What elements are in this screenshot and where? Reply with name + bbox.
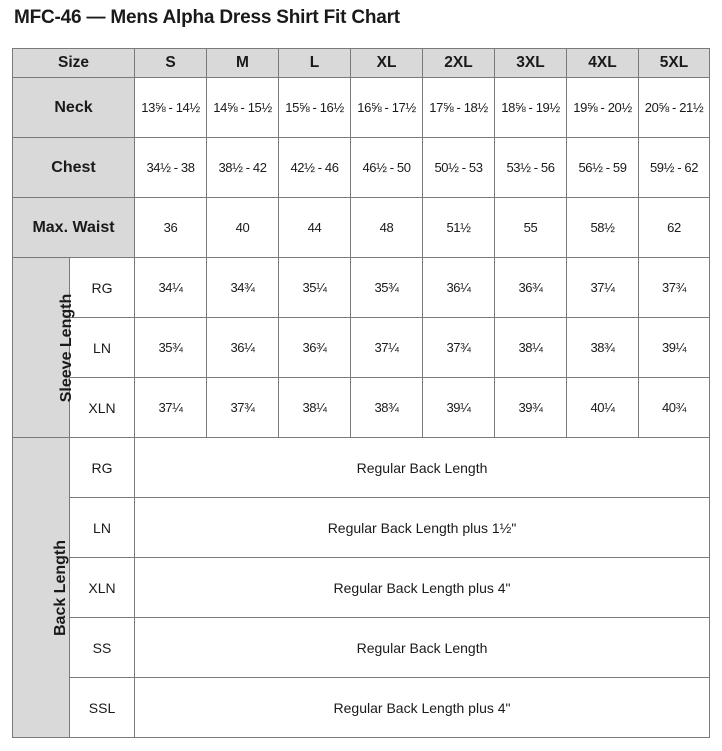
chest-cell: 59½ - 62: [639, 138, 710, 198]
sleeve-cell: 37¾: [207, 378, 279, 438]
back-length-label: [13, 438, 70, 738]
waist-cell: 58½: [567, 198, 639, 258]
back-sub-label: LN: [70, 498, 135, 558]
chest-cell: 42½ - 46: [279, 138, 351, 198]
back-sub-label: XLN: [70, 558, 135, 618]
sleeve-cell: 38¾: [567, 318, 639, 378]
chest-cell: 50½ - 53: [423, 138, 495, 198]
back-length-value: Regular Back Length plus 1½": [135, 498, 710, 558]
sleeve-cell: 37¾: [423, 318, 495, 378]
sleeve-cell: 35¼: [279, 258, 351, 318]
waist-row: [13, 198, 710, 258]
sleeve-cell: 40¾: [639, 378, 710, 438]
size-header-cell: M: [207, 49, 279, 78]
neck-row: [13, 78, 710, 138]
chest-row: [13, 138, 710, 198]
sleeve-cell: 38¾: [351, 378, 423, 438]
header-row: [13, 49, 710, 78]
neck-label: Neck: [13, 78, 135, 138]
chest-cell: 34½ - 38: [135, 138, 207, 198]
sleeve-cell: 35¾: [135, 318, 207, 378]
size-header-cell: L: [279, 49, 351, 78]
waist-cell: 51½: [423, 198, 495, 258]
size-header-cell: 5XL: [639, 49, 710, 78]
back-row-rg: [13, 438, 710, 498]
neck-cell: 17⅝ - 18½: [423, 78, 495, 138]
sleeve-cell: 39¼: [423, 378, 495, 438]
back-length-value: Regular Back Length plus 4": [135, 558, 710, 618]
chest-cell: 46½ - 50: [351, 138, 423, 198]
sleeve-cell: 39¾: [495, 378, 567, 438]
back-sub-label: RG: [70, 438, 135, 498]
back-row-ss: [13, 618, 710, 678]
fit-chart-table: [12, 48, 710, 738]
sleeve-cell: 37¾: [639, 258, 710, 318]
neck-cell: 14⅝ - 15½: [207, 78, 279, 138]
sleeve-cell: 36¾: [279, 318, 351, 378]
size-header-cell: 2XL: [423, 49, 495, 78]
sleeve-cell: 38¼: [495, 318, 567, 378]
sleeve-cell: 35¾: [351, 258, 423, 318]
back-length-text: Back Length: [52, 539, 70, 636]
sleeve-cell: 38¼: [279, 378, 351, 438]
sleeve-cell: 36¾: [495, 258, 567, 318]
sleeve-row-ln: [13, 318, 710, 378]
size-header-cell: 4XL: [567, 49, 639, 78]
waist-cell: 40: [207, 198, 279, 258]
sleeve-sub-label: LN: [70, 318, 135, 378]
back-length-value: Regular Back Length: [135, 618, 710, 678]
back-row-ssl: [13, 678, 710, 738]
back-length-value: Regular Back Length plus 4": [135, 678, 710, 738]
sleeve-cell: 39¼: [639, 318, 710, 378]
back-sub-label: SS: [70, 618, 135, 678]
sleeve-cell: 36¼: [207, 318, 279, 378]
sleeve-cell: 37¼: [567, 258, 639, 318]
waist-label: Max. Waist: [13, 198, 135, 258]
sleeve-cell: 34¼: [135, 258, 207, 318]
sleeve-cell: 40¼: [567, 378, 639, 438]
neck-cell: 20⅝ - 21½: [639, 78, 710, 138]
size-header-cell: XL: [351, 49, 423, 78]
size-header-cell: S: [135, 49, 207, 78]
chart-title: MFC-46 — Mens Alpha Dress Shirt Fit Chart: [14, 7, 400, 28]
sleeve-row-rg: [13, 258, 710, 318]
sleeve-length-text: Sleeve Length: [58, 293, 76, 402]
neck-cell: 18⅝ - 19½: [495, 78, 567, 138]
neck-cell: 16⅝ - 17½: [351, 78, 423, 138]
back-length-value: Regular Back Length: [135, 438, 710, 498]
waist-cell: 62: [639, 198, 710, 258]
back-row-xln: [13, 558, 710, 618]
neck-cell: 19⅝ - 20½: [567, 78, 639, 138]
sleeve-length-label: [13, 258, 76, 438]
neck-cell: 15⅝ - 16½: [279, 78, 351, 138]
back-sub-label: SSL: [70, 678, 135, 738]
waist-cell: 44: [279, 198, 351, 258]
sleeve-sub-label: RG: [70, 258, 135, 318]
sleeve-cell: 36¼: [423, 258, 495, 318]
chest-label: Chest: [13, 138, 135, 198]
chest-cell: 56½ - 59: [567, 138, 639, 198]
size-header-cell: 3XL: [495, 49, 567, 78]
chest-cell: 38½ - 42: [207, 138, 279, 198]
sleeve-cell: 37¼: [135, 378, 207, 438]
size-header: Size: [13, 49, 135, 78]
back-row-ln: [13, 498, 710, 558]
waist-cell: 36: [135, 198, 207, 258]
sleeve-cell: 37¼: [351, 318, 423, 378]
sleeve-sub-label: XLN: [70, 378, 135, 438]
neck-cell: 13⅝ - 14½: [135, 78, 207, 138]
chest-cell: 53½ - 56: [495, 138, 567, 198]
waist-cell: 48: [351, 198, 423, 258]
waist-cell: 55: [495, 198, 567, 258]
sleeve-cell: 34¾: [207, 258, 279, 318]
sleeve-row-xln: [13, 378, 710, 438]
